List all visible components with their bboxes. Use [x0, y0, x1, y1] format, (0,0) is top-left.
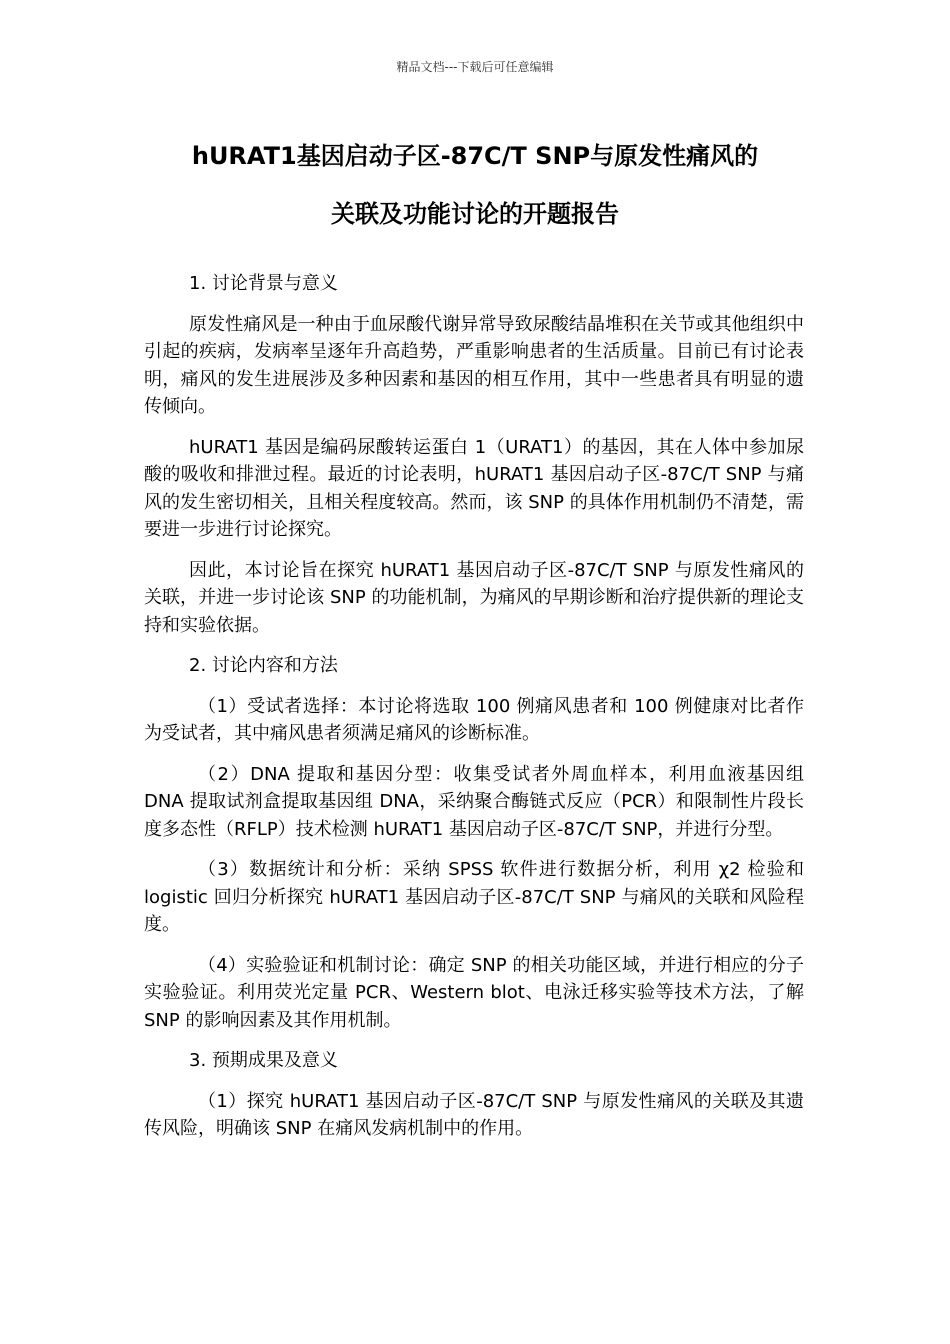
- result-item-1: （1）探究 hURAT1 基因启动子区-87C/T SNP 与原发性痛风的关联及其遗传风险，明确该 SNP 在痛风发病机制中的作用。: [144, 1090, 804, 1139]
- paragraph-background: 原发性痛风是一种由于血尿酸代谢异常导致尿酸结晶堆积在关节或其他组织中引起的疾病，发病率呈逐年升高趋势，严重影响患者的生活质量。目前已有讨论表明，痛风的发生进展涉及多种因素和基因的相互作用，其中一些患者具有明显的遗传倾向。: [144, 313, 804, 417]
- document-title-line-2: 关联及功能讨论的开题报告: [331, 200, 619, 228]
- document-title-line-1: hURAT1基因启动子区-87C/T SNP与原发性痛风的: [191, 142, 759, 170]
- method-item-3: （3）数据统计和分析：采纳 SPSS 软件进行数据分析，利用 χ2 检验和 logistic 回归分析探究 hURAT1 基因启动子区-87C/T SNP 与痛风的关联和风险程度。: [144, 859, 804, 935]
- section-3-heading: 3. 预期成果及意义: [189, 1050, 338, 1071]
- section-2-heading: 2. 讨论内容和方法: [189, 655, 338, 676]
- method-item-2: （2）DNA 提取和基因分型：收集受试者外周血样本，利用血液基因组 DNA 提取试剂盒提取基因组 DNA，采纳聚合酶链式反应（PCR）和限制性片段长度多态性（RFLP）技术检测 hURAT1 基因启动子区-87C/T SNP，并进行分型。: [144, 763, 804, 840]
- paragraph-hurat1: hURAT1 基因是编码尿酸转运蛋白 1（URAT1）的基因，其在人体中参加尿酸的吸收和排泄过程。最近的讨论表明，hURAT1 基因启动子区-87C/T SNP 与痛风的发生密切相关，且相关程度较高。然而，该 SNP 的具体作用机制仍不清楚，需要进一步进行讨论探究。: [144, 436, 804, 540]
- section-1-heading: 1. 讨论背景与意义: [189, 273, 338, 294]
- document-body: [144, 270, 804, 1156]
- paragraph-purpose: 因此，本讨论旨在探究 hURAT1 基因启动子区-87C/T SNP 与原发性痛风的关联，并进一步讨论该 SNP 的功能机制，为痛风的早期诊断和治疗提供新的理论支持和实验依据。: [144, 559, 804, 636]
- header-note: 精品文档---下载后可任意编辑: [396, 60, 554, 74]
- method-item-1: （1）受试者选择：本讨论将选取 100 例痛风患者和 100 例健康对比者作为受试者，其中痛风患者须满足痛风的诊断标准。: [144, 695, 804, 744]
- method-item-4: （4）实验验证和机制讨论：确定 SNP 的相关功能区域，并进行相应的分子实验验证。利用荧光定量 PCR、Western blot、电泳迁移实验等技术方法，了解 SNP 的影响因素及其作用机制。: [144, 954, 804, 1031]
